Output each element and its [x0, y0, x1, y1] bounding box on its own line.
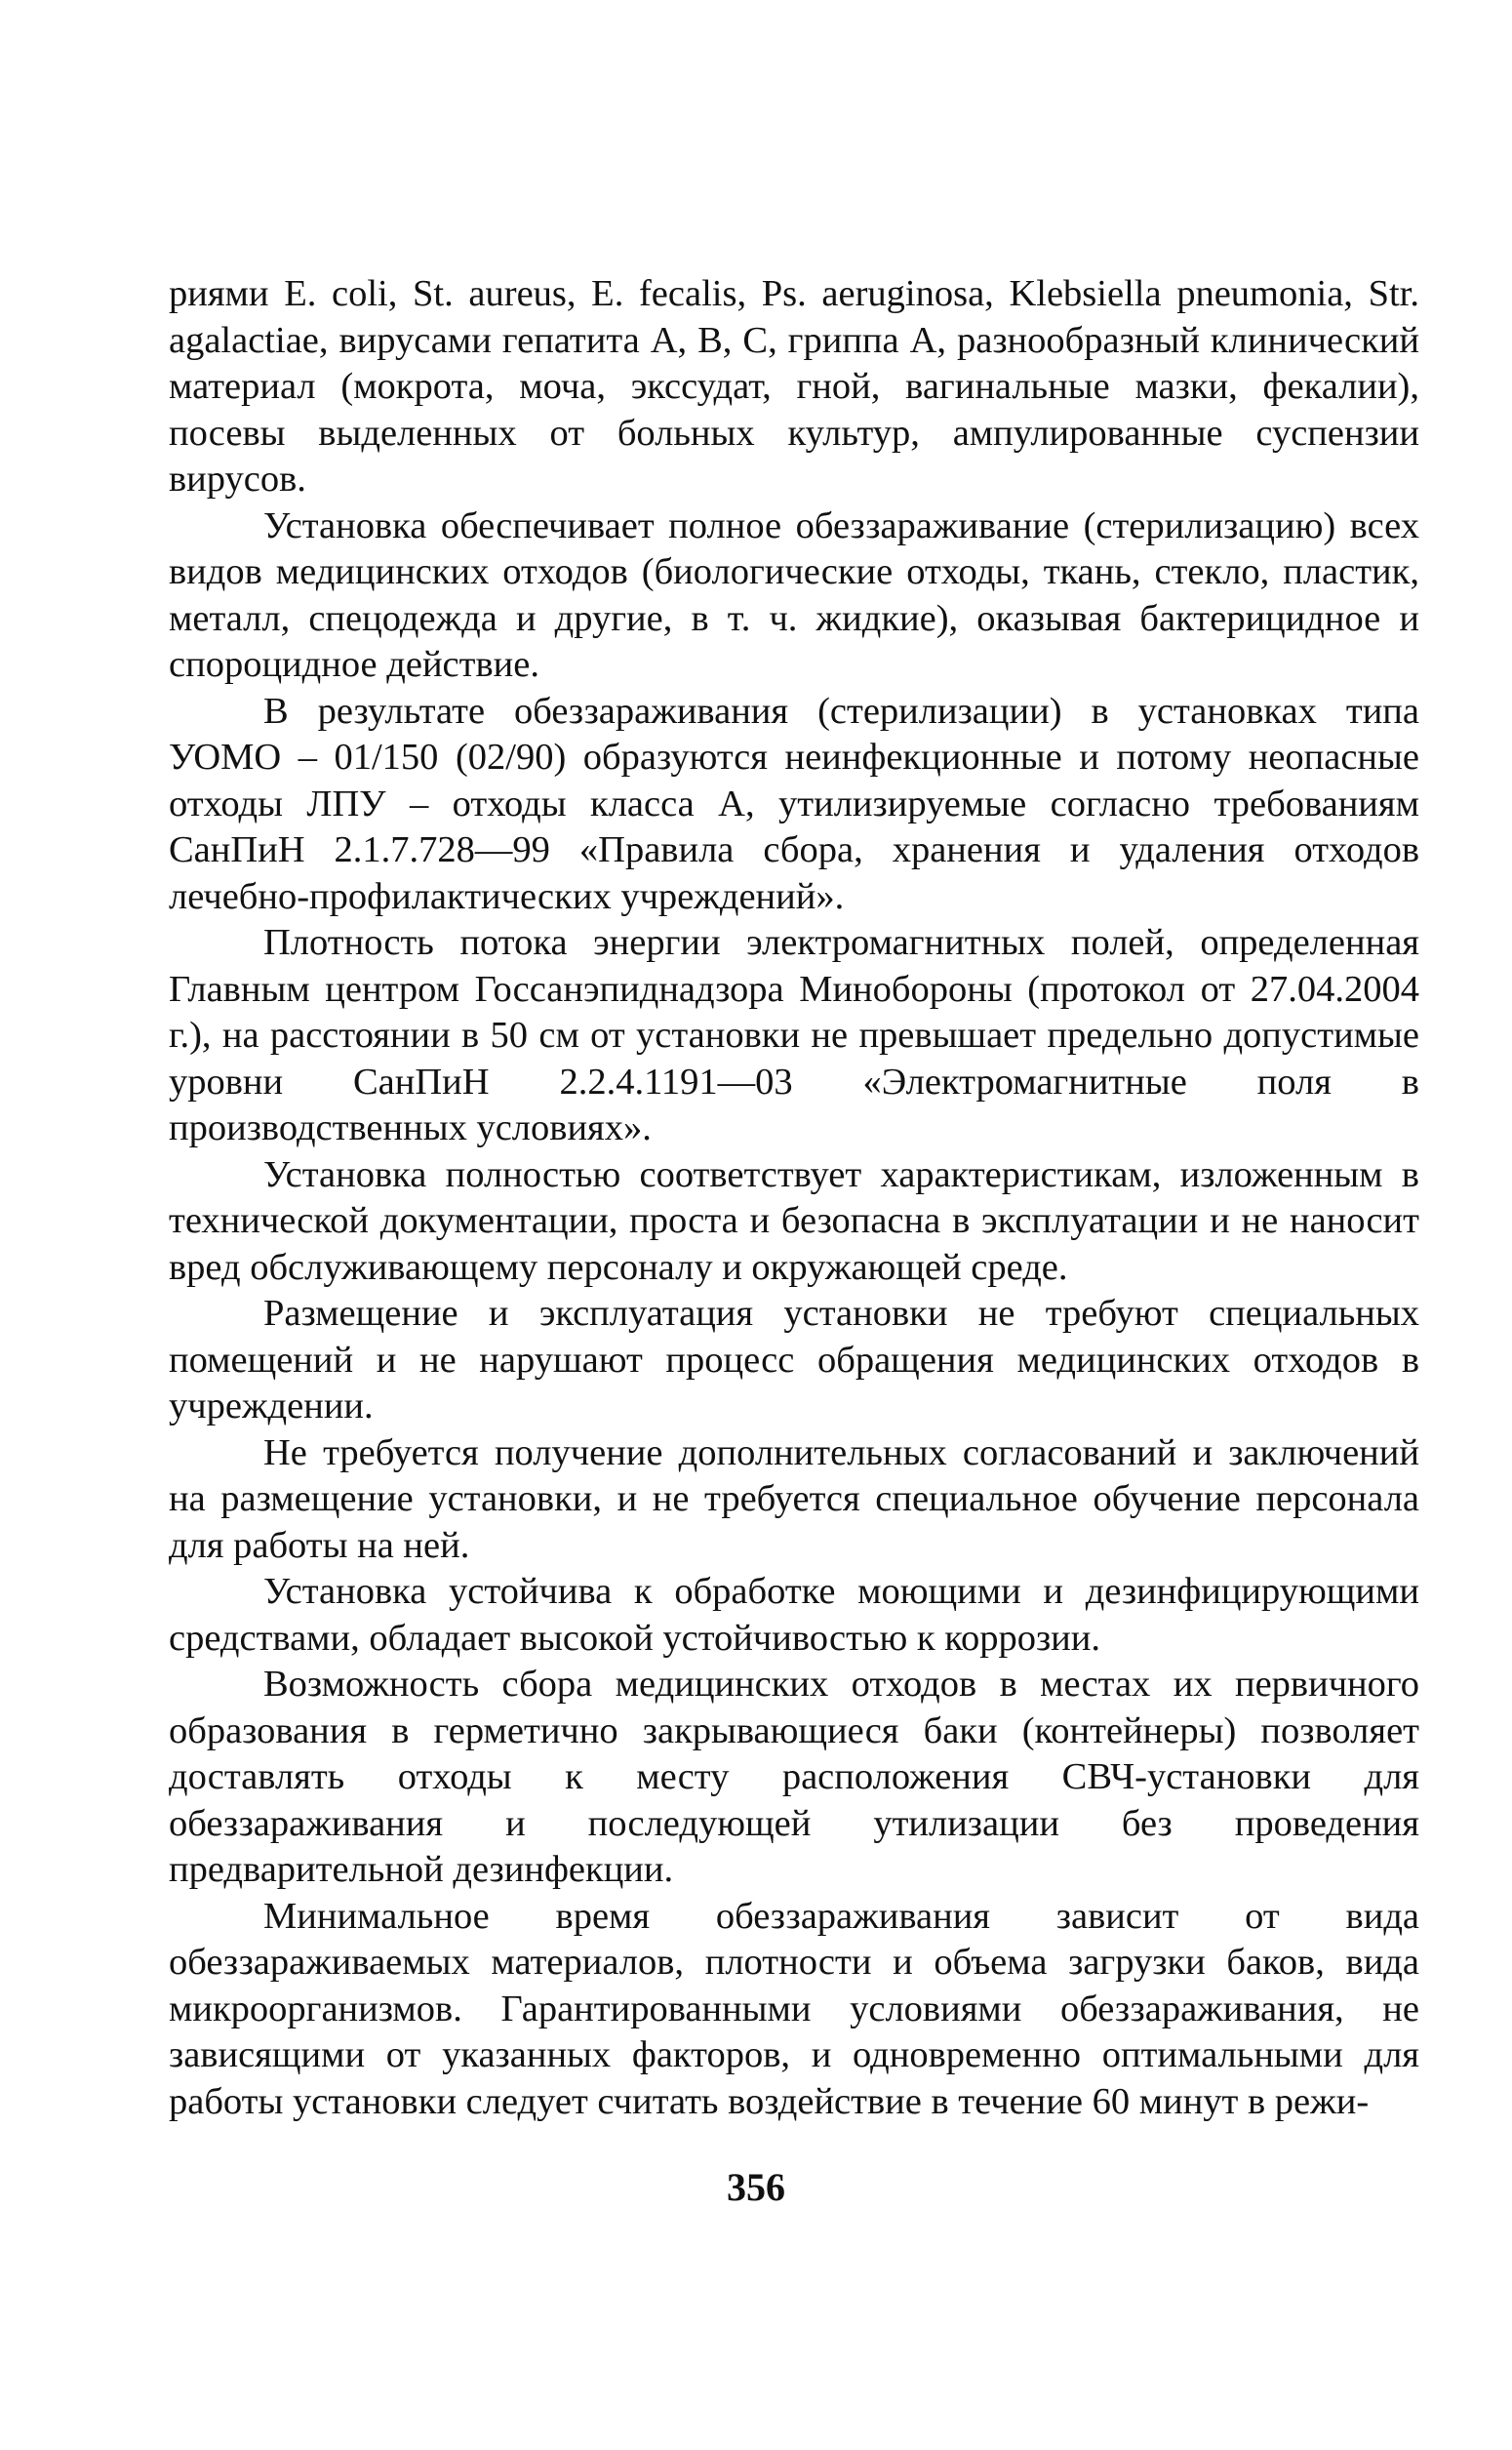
paragraph-5: Установка полностью соответствует характеристикам, изложенным в технической документации, проста и безопасна в эксплуатации и не наносит вред обслуживающему персоналу и окружающей среде. — [169, 1153, 1419, 1288]
paragraph-6: Размещение и эксплуатация установки не требуют специальных помещений и не нарушают процесс обращения медицинских отходов в учреждении. — [169, 1293, 1419, 1426]
page-body — [169, 271, 1419, 2125]
paragraph-10: Минимальное время обеззараживания зависит от вида обеззараживаемых материалов, плотности и объема загрузки баков, вида микроорганизмов. Гарантированными условиями обеззараживания, не зависящими от указанных факторов, и одновременно оптимальными для работы установки следует считать воздействие в течение 60 минут в режи- — [169, 1895, 1419, 2122]
paragraph-2: Установка обеспечивает полное обеззараживание (стерилизацию) всех видов медицинских отходов (биологические отходы, ткань, стекло, пластик, металл, спецодежда и другие, в т. ч. жидкие), оказывая бактерицидное и спороцидное действие. — [169, 504, 1419, 685]
page-number: 356 — [727, 2165, 785, 2209]
paragraph-1: риями E. coli, St. aureus, E. fecalis, Ps. aeruginosa, Klebsiella pneumonia, Str. agalactiae, вирусами гепатита А, В, С, гриппа А, разнообразный клинический материал (мокрота, моча, экссудат, гной, вагинальные мазки, фекалии), посевы выделенных от больных культур, ампулированные суспензии вирусов. — [169, 273, 1419, 500]
paragraph-4: Плотность потока энергии электромагнитных полей, определенная Главным центром Госсанэпиднадзора Минобороны (протокол от 27.04.2004 г.), на расстоянии в 50 см от установки не превышает предельно допустимые уровни СанПиН 2.2.4.1191—03 «Электромагнитные поля в производственных условиях». — [169, 922, 1419, 1148]
paragraph-9: Возможность сбора медицинских отходов в местах их первичного образования в герметично закрывающиеся баки (контейнеры) позволяет доставлять отходы к месту расположения СВЧ-установки для обеззараживания и последующей утилизации без проведения предварительной дезинфекции. — [169, 1664, 1419, 1890]
paragraph-3: В результате обеззараживания (стерилизации) в установках типа УОМО – 01/150 (02/90) образуются неинфекционные и потому неопасные отходы ЛПУ – отходы класса А, утилизируемые согласно требованиям СанПиН 2.1.7.728—99 «Правила сбора, хранения и удаления отходов лечебно-профилактических учреждений». — [169, 690, 1419, 917]
paragraph-8: Установка устойчива к обработке моющими и дезинфицирующими средствами, обладает высокой устойчивостью к коррозии. — [169, 1571, 1419, 1659]
paragraph-7: Не требуется получение дополнительных согласований и заключений на размещение установки, и не требуется специальное обучение персонала для работы на ней. — [169, 1431, 1419, 1566]
